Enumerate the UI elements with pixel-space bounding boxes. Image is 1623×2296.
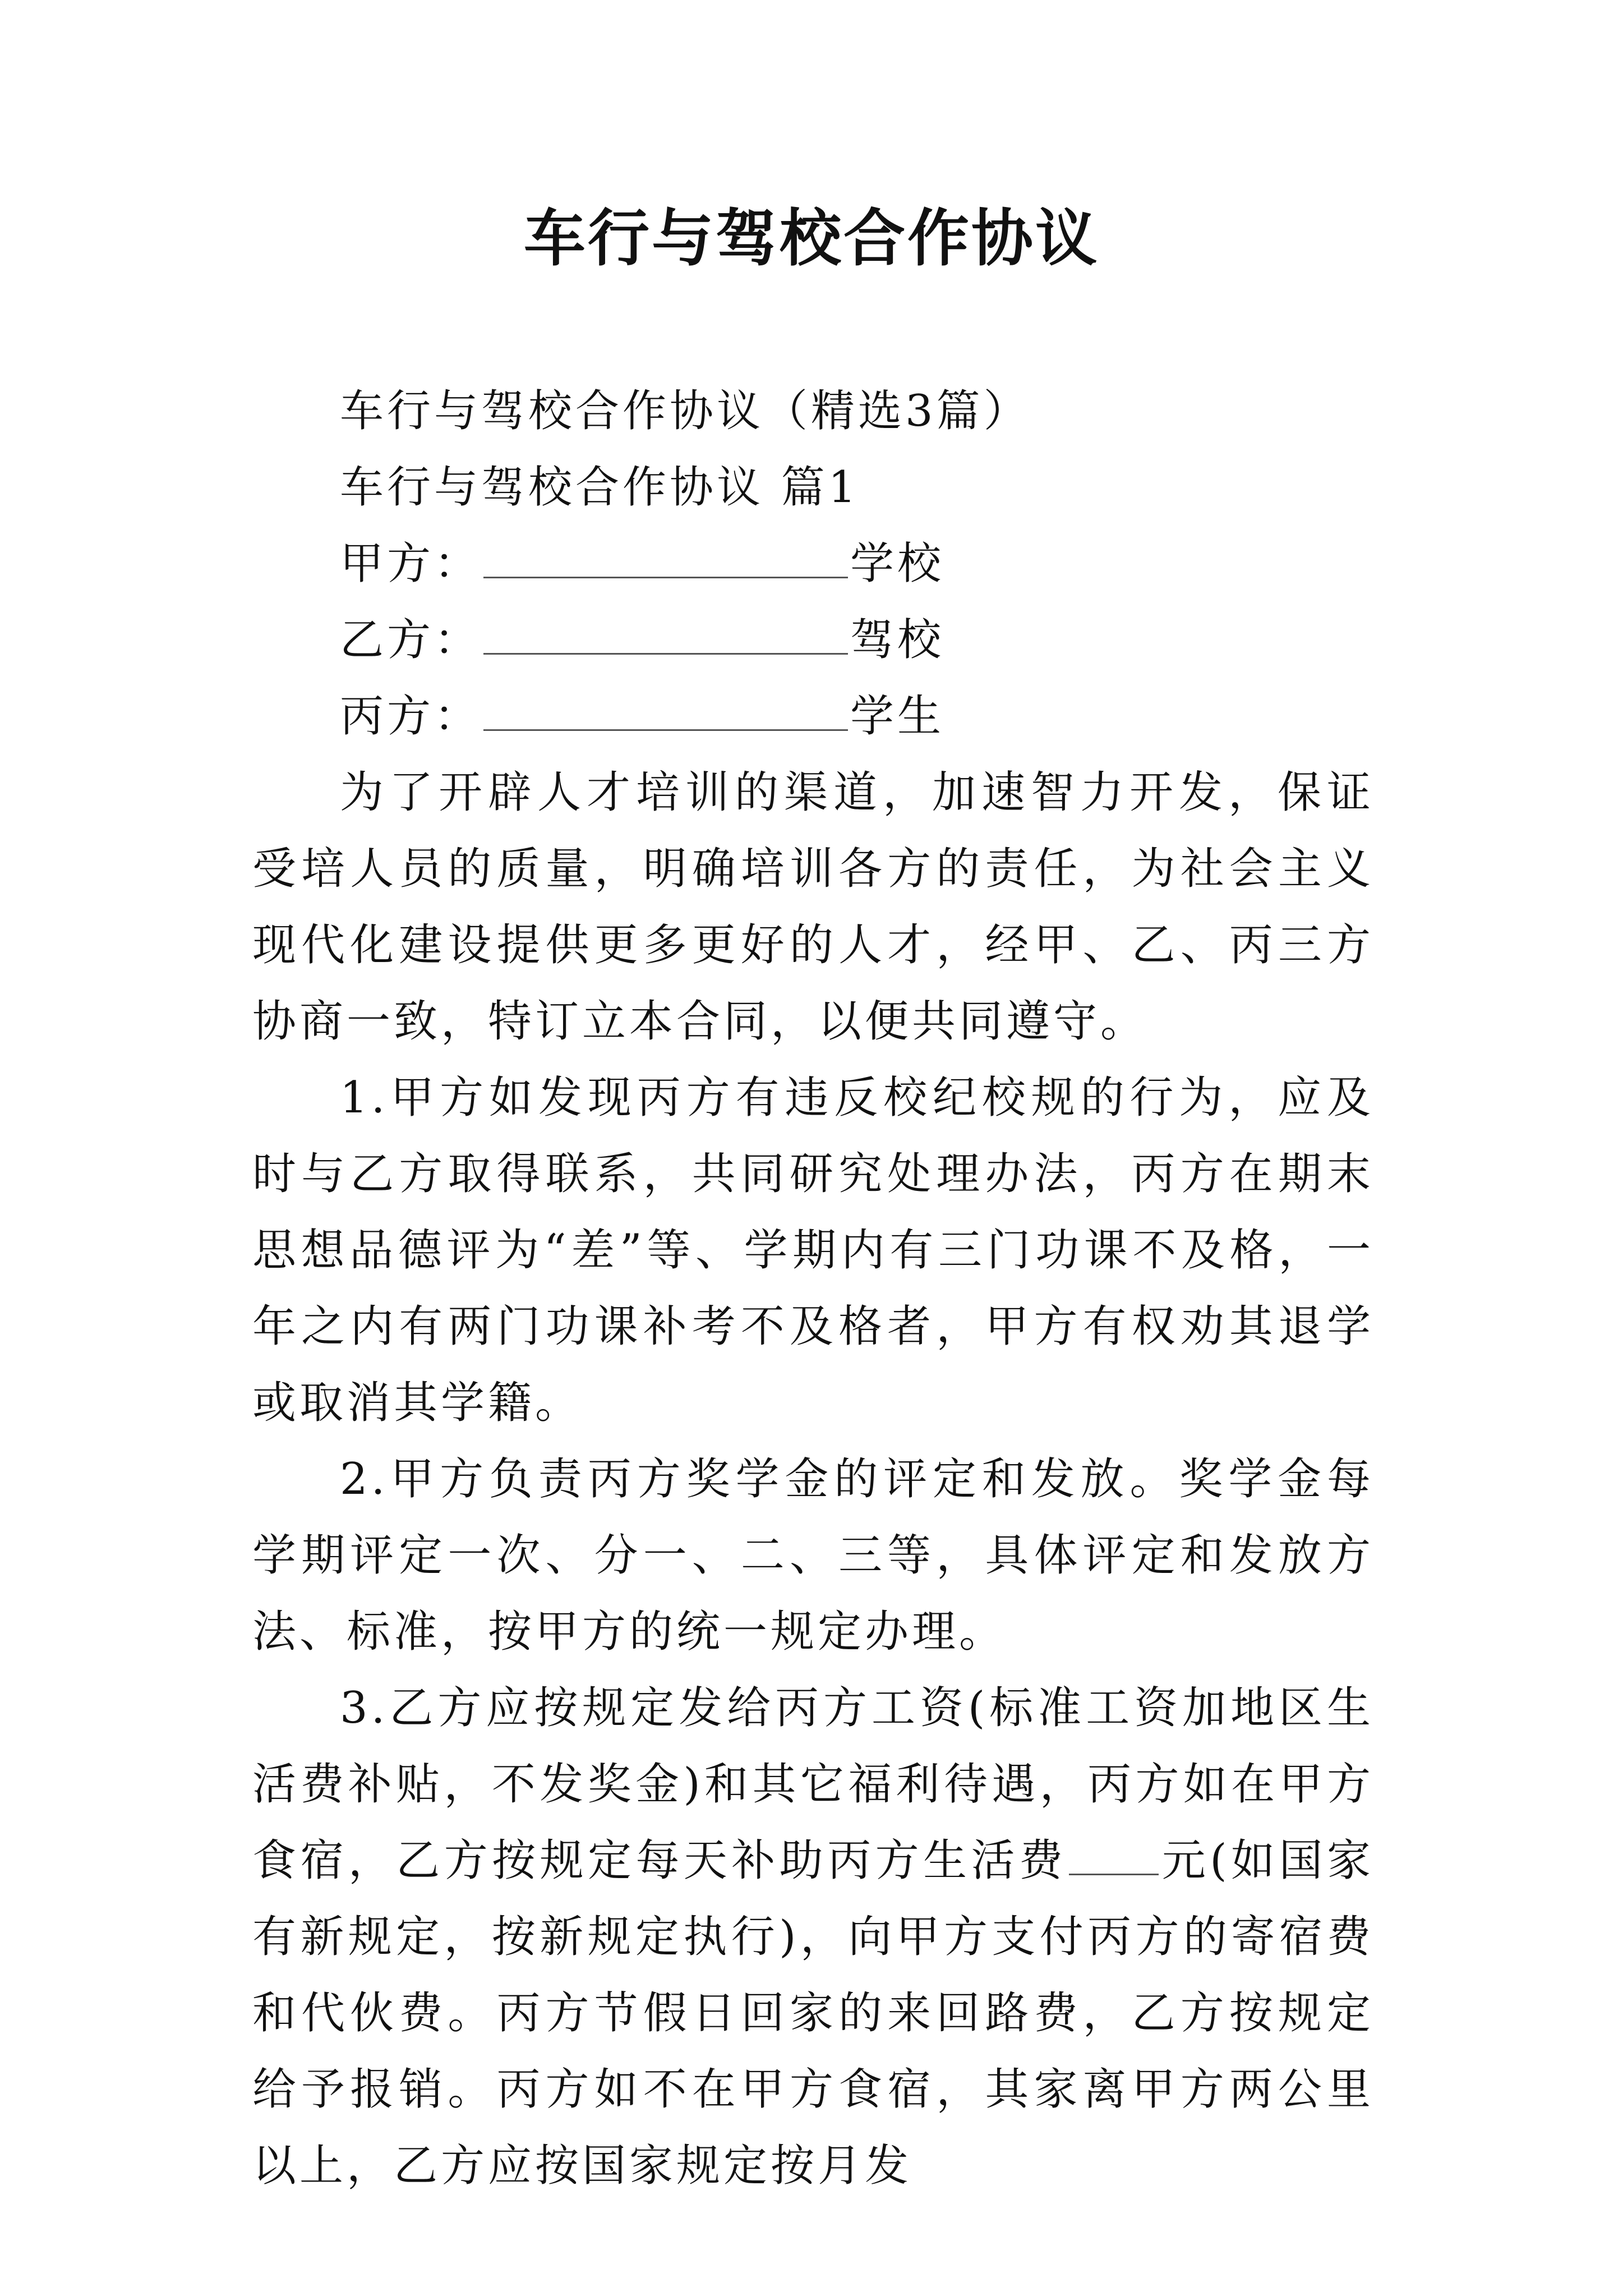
- document-body: [252, 373, 1374, 2204]
- party-yi: [252, 602, 1374, 678]
- clause-3-amount-blank: [1069, 1829, 1159, 1875]
- paragraph-intro: 为了开辟人才培训的渠道，加速智力开发，保证受培人员的质量，明确培训各方的责任，为社会主义现代化建设提供更多更好的人才，经甲、乙、丙三方协商一致，特订立本合同，以便共同遵守。: [252, 767, 1374, 1047]
- party-bing-blank: [483, 684, 848, 731]
- document-title: 车行与驾校合作协议: [524, 202, 1099, 274]
- section-heading: 车行与驾校合作协议 篇1: [340, 462, 860, 513]
- party-yi-blank: [483, 608, 848, 655]
- party-jia-label: 甲方：: [340, 539, 482, 589]
- document-subtitle: 车行与驾校合作协议（精选3篇）: [340, 386, 1031, 436]
- party-bing: [252, 678, 1374, 754]
- party-bing-suffix: 学生: [850, 691, 945, 742]
- party-bing-label: 丙方：: [340, 691, 482, 742]
- paragraph-clause-3: [252, 1670, 1374, 2204]
- party-yi-suffix: 驾校: [850, 615, 945, 665]
- paragraph-clause-1: 1.甲方如发现丙方有违反校纪校规的行为，应及时与乙方取得联系，共同研究处理办法，丙方在期末思想品德评为“差”等、学期内有三门功课不及格，一年之内有两门功课补考不及格者，甲方有权劝其退学或取消其学籍。: [252, 1073, 1374, 1428]
- party-yi-label: 乙方：: [340, 615, 482, 665]
- clause-3-text-after: 元(如国家有新规定，按新规定执行)，向甲方支付丙方的寄宿费和代伙费。丙方节假日回家的来回路费，乙方按规定给予报销。丙方如不在甲方食宿，其家离甲方两公里以上，乙方应按国家规定按月发: [252, 1835, 1374, 2191]
- clause-3-text-before: 3.乙方应按规定发给丙方工资(标准工资加地区生活费补贴，不发奖金)和其它福利待遇，丙方如在甲方食宿，乙方按规定每天补助丙方生活费: [252, 1683, 1374, 1886]
- party-jia-suffix: 学校: [850, 539, 945, 589]
- party-jia-blank: [483, 532, 848, 578]
- party-jia: [252, 526, 1374, 602]
- paragraph-clause-2: 2.甲方负责丙方奖学金的评定和发放。奖学金每学期评定一次、分一、二、三等，具体评定和发放方法、标准，按甲方的统一规定办理。: [252, 1454, 1374, 1657]
